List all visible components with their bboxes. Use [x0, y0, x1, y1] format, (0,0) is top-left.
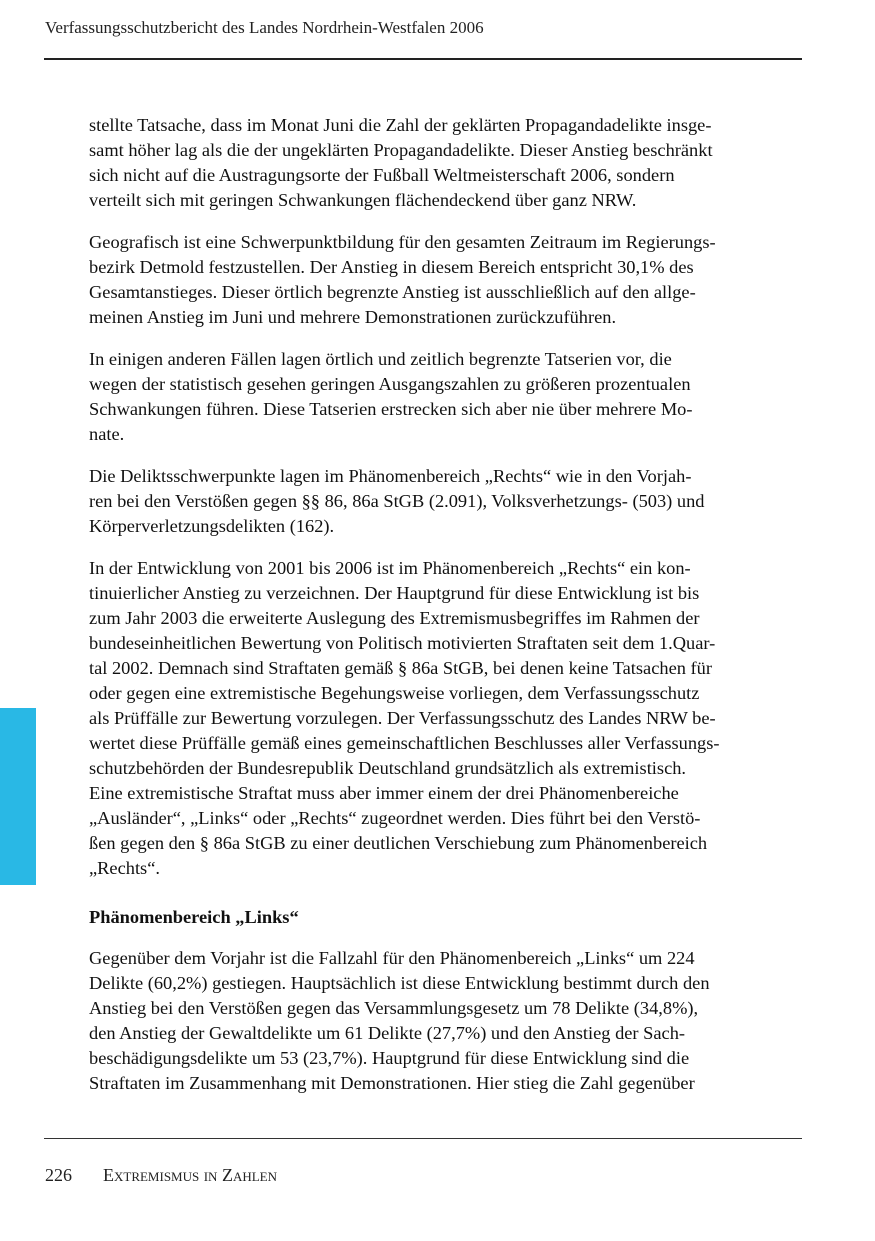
section-marker-tab — [0, 708, 36, 885]
header-divider — [44, 58, 802, 60]
paragraph-links-fallzahl: Gegenüber dem Vorjahr ist die Fallzahl für den Phänomenbereich „Links“ um 224 Delikte (60,2%) gestiegen. Hauptsächlich ist diese Entwicklung bestimmt durch den Anstieg bei den Verstößen gegen das Versammlungsgesetz um 78 Delikte (34,8%), den Anstieg der Gewaltdelikte um 61 Delikte (27,7%) und den Anstieg der Sach- beschädigungsdelikte um 53 (23,7%). Hauptgrund für diese Entwicklung sind die Straftaten im Zusammenhang mit Demonstrationen. Hier stieg die Zahl gegenüber — [89, 948, 710, 1093]
paragraph-tatserien: In einigen anderen Fällen lagen örtlich und zeitlich begrenzte Tatserien vor, die wegen der statistisch gesehen geringen Ausgangszahlen zu größeren prozentualen Schwankungen führen. Diese Tatserien erstrecken sich aber nie über mehrere Mo- nate. — [89, 349, 693, 444]
page-number: 226 — [45, 1165, 72, 1185]
paragraph-entwicklung: In der Entwicklung von 2001 bis 2006 ist im Phänomenbereich „Rechts“ ein kon- tinuierlicher Anstieg zu verzeichnen. Der Hauptgrund für diese Entwicklung ist bis zum Jahr 2003 die erweiterte Auslegung des Extremismusbegriffes im Rahmen der bundeseinheitlichen Bewertung von Politisch motivierten Straftaten seit dem 1.Quar- tal 2002. Demnach sind Straftaten gemäß § 86a StGB, bei denen keine Tatsachen für oder gegen eine extremistische Begehungsweise vorliegen, dem Verfassungsschutz als Prüffälle zur Bewertung vorzulegen. Der Verfassungsschutz des Landes NRW be- wertet diese Prüffälle gemäß eines gemeinschaftlichen Beschlusses aller Verfassungs- schutzbehörden der Bundesrepublik Deutschland grundsätzlich als extremistisch. Eine extremistische Straftat muss aber immer einem der drei Phänomenbereiche „Ausländer“, „Links“ oder „Rechts“ zugeordnet werden. Dies führt bei den Verstö- ßen gegen den § 86a StGB zu einer deutlichen Verschiebung zum Phänomenbereich „Rechts“. — [89, 558, 720, 878]
chapter-title: Extremismus in Zahlen — [103, 1165, 277, 1185]
paragraph-propaganda-june: stellte Tatsache, dass im Monat Juni die Zahl der geklärten Propagandadelikte insge- samt höher lag als die der ungeklärten Propagandadelikte. Dieser Anstieg beschränkt sich nicht auf die Austragungsorte der Fußball Weltmeisterschaft 2006, sondern verteilt sich mit geringen Schwankungen flächendeckend über ganz NRW. — [89, 115, 713, 210]
page-body — [89, 113, 804, 1113]
section-heading-links: Phänomenbereich „Links“ — [89, 907, 299, 927]
paragraph-deliktsschwerpunkte: Die Deliktsschwerpunkte lagen im Phänomenbereich „Rechts“ wie in den Vorjah- ren bei den Verstößen gegen §§ 86, 86a StGB (2.091), Volksverhetzungs- (503) und Körperverletzungsdelikten (162). — [89, 466, 705, 536]
running-header: Verfassungsschutzbericht des Landes Nordrhein-Westfalen 2006 — [45, 18, 484, 37]
footer-divider — [44, 1138, 802, 1139]
paragraph-detmold: Geografisch ist eine Schwerpunktbildung für den gesamten Zeitraum im Regierungs- bezirk Detmold festzustellen. Der Anstieg in diesem Bereich entspricht 30,1% des Gesamtanstieges. Dieser örtlich begrenzte Anstieg ist ausschließlich auf den allge- meinen Anstieg im Juni und mehrere Demonstrationen zurückzuführen. — [89, 232, 716, 327]
